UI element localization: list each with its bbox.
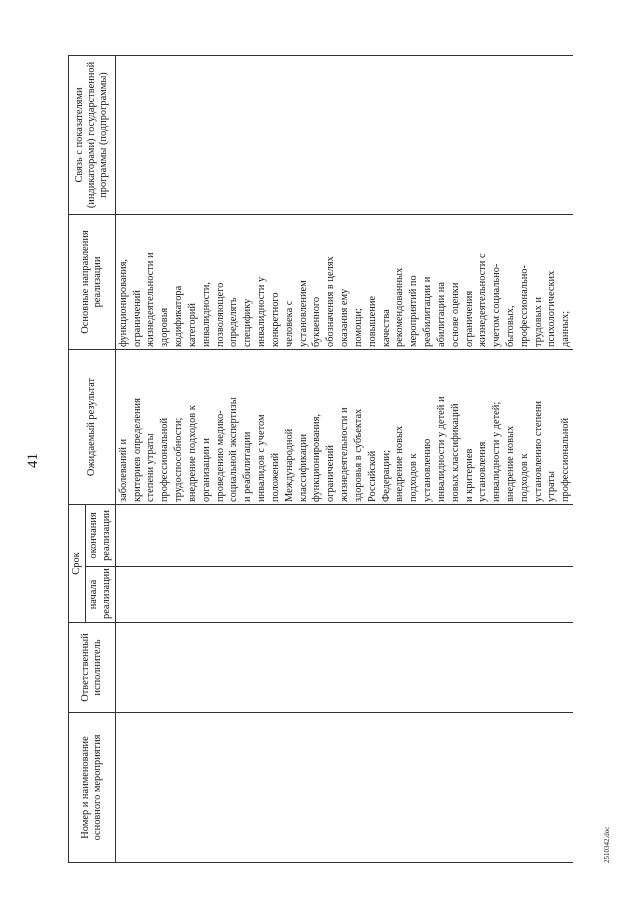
header-executor: Ответственный исполнитель bbox=[69, 623, 116, 713]
text-line: учетом социально- bbox=[491, 263, 503, 347]
text-line: утраты bbox=[546, 471, 558, 502]
cell-directions bbox=[115, 215, 573, 350]
text-line: установлению степени bbox=[532, 401, 544, 502]
expected-result-text bbox=[117, 353, 573, 502]
header-directions: Основные направления реализации bbox=[69, 215, 116, 350]
text-line: бытовых, bbox=[504, 305, 516, 347]
text-line: Федерации; bbox=[380, 450, 392, 502]
text-line: рекомендованных bbox=[394, 267, 406, 347]
text-line: качества bbox=[380, 309, 392, 347]
text-line: классификации bbox=[297, 433, 309, 502]
text-line: психологических bbox=[546, 270, 558, 347]
cell-activity bbox=[115, 713, 573, 863]
text-line: жизнедеятельности и bbox=[145, 252, 157, 347]
text-line: профессионально- bbox=[518, 265, 530, 347]
text-line: здоровья bbox=[159, 307, 171, 347]
text-line: помощи; bbox=[352, 308, 364, 347]
text-line: инвалидности, bbox=[200, 282, 212, 347]
header-term: Срок bbox=[69, 505, 86, 623]
table-row bbox=[115, 56, 573, 863]
cell-expected-result bbox=[115, 350, 573, 505]
text-line: человека с bbox=[283, 300, 295, 347]
text-line: инвалидности у bbox=[256, 276, 268, 347]
text-line: функционирования, bbox=[117, 259, 129, 347]
header-indicators-link: Связь с показателями (индикаторами) государственной программы (подпрограммы) bbox=[69, 56, 116, 215]
text-line: реабилитации и bbox=[422, 276, 434, 347]
text-line: ограничения bbox=[463, 290, 475, 347]
cell-executor bbox=[115, 623, 573, 713]
text-line: Российской bbox=[366, 450, 378, 502]
cell-start bbox=[115, 567, 573, 623]
header-expected-result: Ожидаемый результат bbox=[69, 350, 116, 505]
text-line: здоровья в субъектах bbox=[352, 408, 364, 502]
text-line: конкретного bbox=[269, 292, 281, 347]
text-line: жизнедеятельности и bbox=[339, 407, 351, 502]
text-line: ограничений bbox=[325, 445, 337, 502]
text-line: заболеваний и bbox=[117, 438, 129, 502]
header-end: окончания реализации bbox=[86, 505, 116, 567]
text-line: мероприятий по bbox=[408, 275, 420, 347]
cell-indicators-link bbox=[115, 56, 573, 215]
text-line: определять bbox=[228, 297, 240, 347]
text-line: подходов к bbox=[408, 453, 420, 502]
document-code: 2510342.doc bbox=[603, 826, 611, 863]
text-line: и реабилитации bbox=[242, 431, 254, 502]
text-line: категорий bbox=[186, 303, 198, 347]
text-line: позволяющего bbox=[214, 282, 226, 347]
header-activity: Номер и наименование основного мероприятия bbox=[69, 713, 116, 863]
text-line: внедрение подходов к bbox=[186, 405, 198, 502]
text-line: инвалидов с учетом bbox=[256, 414, 268, 502]
text-line: обозначения в целях bbox=[325, 256, 337, 347]
directions-text bbox=[117, 218, 573, 347]
text-line: ограничений bbox=[131, 290, 143, 347]
text-line: функционирования, bbox=[311, 414, 323, 502]
text-line: внедрение новых bbox=[394, 425, 406, 502]
text-line: оказания ему bbox=[339, 288, 351, 347]
text-line: критериев определения bbox=[131, 398, 143, 502]
text-line: специфику bbox=[242, 298, 254, 347]
text-line: внедрение новых bbox=[504, 425, 516, 502]
text-line: инвалидности у детей и bbox=[435, 396, 447, 502]
page-number: 41 bbox=[25, 453, 41, 468]
text-line: повышение bbox=[366, 296, 378, 347]
cell-end bbox=[115, 505, 573, 567]
text-line: инвалидности у детей; bbox=[491, 401, 503, 502]
text-line: профессиональной bbox=[560, 417, 572, 502]
text-line: абилитации на bbox=[435, 282, 447, 347]
activities-table bbox=[68, 55, 573, 863]
text-line: подходов к bbox=[518, 453, 530, 502]
text-line: трудоспособности; bbox=[173, 417, 185, 502]
text-line: жизнедеятельности с bbox=[477, 253, 489, 347]
header-start: начала реализации bbox=[86, 567, 116, 623]
text-line: установлению bbox=[422, 438, 434, 502]
text-line: степени утраты bbox=[145, 433, 157, 502]
text-line: установления bbox=[477, 441, 489, 502]
text-line: положений bbox=[269, 452, 281, 502]
text-line: буквенного bbox=[311, 296, 323, 347]
text-line: организации и bbox=[200, 438, 212, 502]
text-line: и критериев bbox=[463, 448, 475, 502]
text-line: профессиональной bbox=[159, 417, 171, 502]
text-line: социальной экспертизы bbox=[228, 397, 240, 502]
text-line: трудовых и bbox=[532, 297, 544, 347]
text-line: Международной bbox=[283, 428, 295, 502]
text-line: установлением bbox=[297, 280, 309, 347]
text-line: проведению медико- bbox=[214, 410, 226, 502]
text-line: данных; bbox=[560, 310, 572, 347]
text-line: кодификатора bbox=[173, 285, 185, 347]
text-line: новых классификаций bbox=[449, 403, 461, 502]
text-line: основе оценки bbox=[449, 282, 461, 347]
